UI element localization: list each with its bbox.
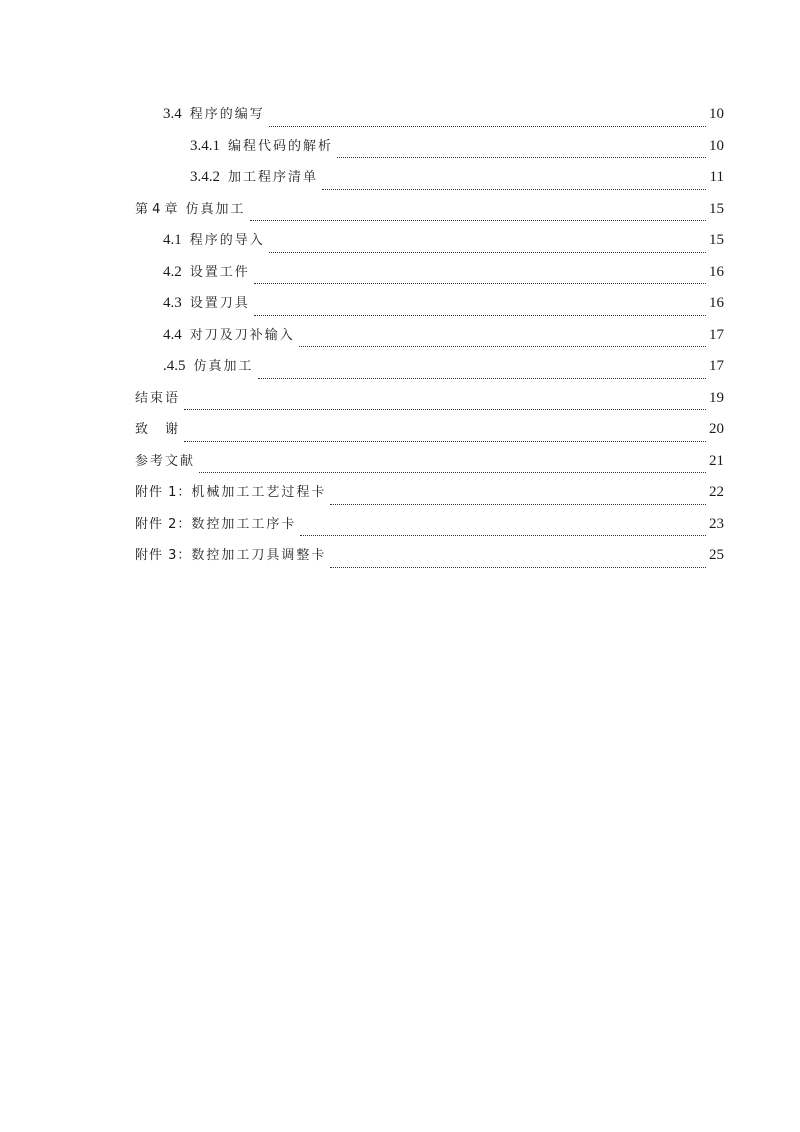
- toc-page-number: 21: [709, 452, 724, 469]
- dot-leader: [337, 156, 706, 158]
- toc-page-number: 11: [709, 169, 724, 185]
- dot-leader: [322, 188, 706, 190]
- toc-title: 设置工件: [189, 264, 250, 280]
- toc-number: 4.2: [163, 263, 182, 280]
- toc-page-number: 15: [709, 232, 724, 248]
- toc-number: 3.4: [163, 106, 182, 122]
- toc-title: 对刀及刀补输入: [189, 327, 295, 343]
- toc-number: 3.4.2: [190, 169, 220, 185]
- toc-page-number: 19: [709, 389, 724, 406]
- toc-number: 3.4.1: [190, 137, 220, 154]
- toc-title: 仿真加工: [185, 201, 246, 217]
- toc-number: 4.1: [163, 232, 182, 248]
- dot-leader: [258, 377, 706, 379]
- toc-entry[interactable]: [135, 293, 724, 325]
- toc-title: 程序的导入: [189, 233, 265, 248]
- toc-page-number: 25: [709, 547, 724, 563]
- dot-leader: [250, 219, 706, 221]
- toc-page-number: 16: [709, 295, 724, 311]
- table-of-contents: [135, 104, 724, 577]
- toc-title: 设置刀具: [189, 296, 250, 311]
- toc-title: 结束语: [135, 390, 181, 406]
- dot-leader: [184, 408, 706, 410]
- dot-leader: [254, 314, 706, 316]
- toc-entry[interactable]: [135, 482, 724, 514]
- toc-title: 仿真加工: [193, 359, 254, 374]
- toc-title: 加工程序清单: [228, 170, 319, 185]
- toc-entry[interactable]: [135, 167, 724, 199]
- toc-entry[interactable]: [135, 388, 724, 420]
- toc-entry[interactable]: [135, 514, 724, 546]
- toc-entry[interactable]: [135, 230, 724, 262]
- toc-page-number: 10: [709, 106, 724, 122]
- toc-number: 4.3: [163, 295, 182, 311]
- dot-leader: [330, 503, 706, 505]
- toc-entry[interactable]: [135, 262, 724, 294]
- dot-leader: [254, 282, 706, 284]
- dot-leader: [269, 251, 706, 253]
- toc-entry[interactable]: [135, 199, 724, 231]
- toc-title: 参考文献: [135, 453, 196, 469]
- toc-title: 机械加工工艺过程卡: [191, 485, 327, 500]
- toc-page-number: 23: [709, 515, 724, 532]
- toc-entry[interactable]: [135, 104, 724, 136]
- toc-number: 4.4: [163, 326, 182, 343]
- toc-entry[interactable]: [135, 451, 724, 483]
- toc-entry[interactable]: [135, 356, 724, 388]
- dot-leader: [330, 566, 706, 568]
- toc-page-number: 16: [709, 263, 724, 280]
- toc-page-number: 17: [709, 358, 724, 374]
- toc-page-number: 22: [709, 484, 724, 500]
- toc-entry[interactable]: [135, 325, 724, 357]
- dot-leader: [300, 534, 706, 536]
- toc-page-number: 17: [709, 326, 724, 343]
- toc-entry[interactable]: [135, 419, 724, 451]
- toc-page-number: 20: [709, 421, 724, 437]
- toc-number: 附件 1：: [135, 485, 192, 500]
- toc-title: 编程代码的解析: [228, 138, 334, 154]
- toc-page-number: 10: [709, 137, 724, 154]
- toc-entry[interactable]: [135, 545, 724, 577]
- toc-title: 数控加工工序卡: [191, 516, 297, 532]
- toc-number: 附件 2：: [135, 516, 192, 532]
- dot-leader: [184, 440, 706, 442]
- toc-title: 数控加工刀具调整卡: [191, 548, 327, 563]
- toc-page-number: 15: [709, 200, 724, 217]
- toc-number: .4.5: [163, 358, 186, 374]
- toc-entry[interactable]: [135, 136, 724, 168]
- toc-number: 附件 3：: [135, 548, 192, 563]
- toc-number: 第 4 章: [135, 201, 178, 217]
- dot-leader: [299, 345, 706, 347]
- dot-leader: [269, 125, 706, 127]
- dot-leader: [199, 471, 706, 473]
- toc-title: 致 谢: [135, 422, 181, 437]
- toc-title: 程序的编写: [189, 107, 265, 122]
